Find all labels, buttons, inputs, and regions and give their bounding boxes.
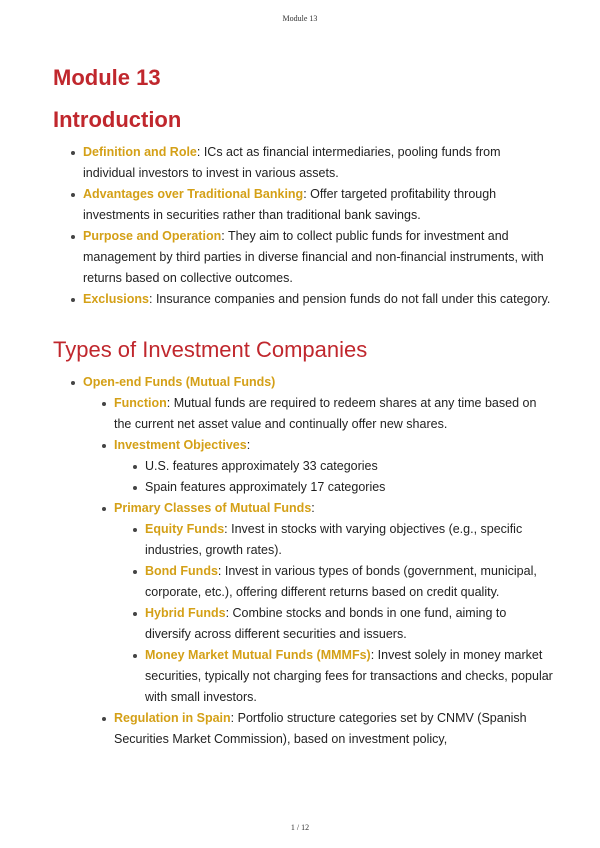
module-title: Module 13: [53, 65, 161, 90]
list-item: [145, 645, 553, 708]
term-label: Hybrid Funds: [145, 606, 226, 620]
list-item: [145, 519, 553, 561]
list-item: [145, 603, 553, 645]
term-label: Money Market Mutual Funds (MMMFs): [145, 648, 371, 662]
term-label: Primary Classes of Mutual Funds: [114, 501, 312, 515]
list-item: [83, 142, 553, 184]
objectives-sublist: [114, 456, 553, 498]
item-text: : Mutual funds are required to redeem shares at any time based on the current net asset value and continually offer new shares.: [114, 396, 537, 431]
list-item-investment-objectives: [114, 435, 553, 498]
term-label: Bond Funds: [145, 564, 218, 578]
list-item: [83, 184, 553, 226]
list-item: Spain features approximately 17 categories: [145, 477, 553, 498]
list-item-function: [114, 393, 553, 435]
item-text: : Offer targeted profitability through investments in securities rather than traditional bank savings.: [83, 187, 497, 222]
item-text: : Insurance companies and pension funds do not fall under this category.: [149, 292, 551, 306]
item-text: : They aim to collect public funds for investment and management by third parties in diverse financial and non-financial instruments, with returns based on collective outcomes.: [83, 229, 544, 285]
term-label: Purpose and Operation: [83, 229, 222, 243]
page-number: 1 / 12: [290, 823, 310, 832]
term-label: Definition and Role: [83, 145, 197, 159]
item-text: : Portfolio structure categories set by CNMV (Spanish Securities Market Commission), based on investment policy,: [114, 711, 527, 746]
item-text: : Invest in stocks with varying objectives (e.g., specific industries, growth rates).: [145, 522, 523, 557]
list-item-primary-classes: [114, 498, 553, 708]
list-item: [145, 561, 553, 603]
item-text: :: [311, 501, 315, 515]
item-text: : Invest solely in money market securities, typically not charging fees for transactions and checks, popular with small investors.: [145, 648, 553, 704]
list-item-regulation-spain: [114, 708, 553, 750]
introduction-list: [53, 142, 553, 310]
item-text: : Combine stocks and bonds in one fund, aiming to diversify across different securities and issuers.: [145, 606, 507, 641]
item-text: : Invest in various types of bonds (government, municipal, corporate, etc.), offering different returns based on credit quality.: [145, 564, 537, 599]
types-heading: Types of Investment Companies: [53, 337, 368, 362]
term-label: Equity Funds: [145, 522, 225, 536]
running-header: Module 13: [282, 14, 318, 23]
introduction-heading: Introduction: [53, 107, 182, 132]
list-item: [83, 226, 553, 289]
list-item-open-end-funds: [83, 372, 553, 750]
term-label: Regulation in Spain: [114, 711, 231, 725]
open-end-sublist: [83, 393, 553, 750]
item-text: : ICs act as financial intermediaries, pooling funds from individual investors to invest in various assets.: [83, 145, 501, 180]
classes-sublist: [114, 519, 553, 708]
list-item: [83, 289, 553, 310]
term-label: Investment Objectives: [114, 438, 247, 452]
term-label: Function: [114, 396, 167, 410]
term-label: Open-end Funds (Mutual Funds): [83, 375, 276, 389]
document-body: [53, 64, 553, 750]
item-text: :: [246, 438, 251, 452]
term-label: Exclusions: [83, 292, 149, 306]
list-item: U.S. features approximately 33 categories: [145, 456, 553, 477]
term-label: Advantages over Traditional Banking: [83, 187, 304, 201]
types-list: [53, 372, 553, 750]
